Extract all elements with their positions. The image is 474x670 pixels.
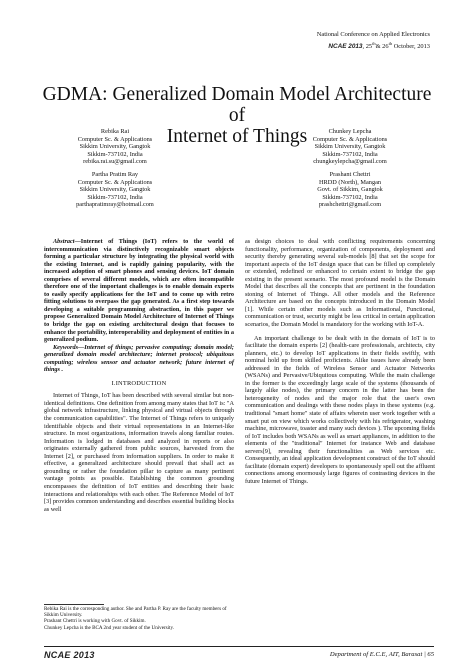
paragraph: as design choices to deal with conflicting requirements concerning functionality, performance, organization of components, deployment and security thereby generating several sub-models [8] that set the scope for important aspects of the IoT design space that can be filled up completely or extended, redefined or enhanced to certain extent to bridge the gap existing in the present scenario. The most profound model is the Domain Model that describes all the concepts that are pertinent in the foundation stoning of Internet of Things. All other models and the Reference Architecture are based on the concepts introduced in the Domain Model [1]. While certain other models such as Informational, Functional, communication or trust, security might be less critical in certain application scenarios, the Domain Model is mandatory for the working with IoT-A.	[245, 238, 435, 329]
section-heading: I.INTRODUCTION	[111, 379, 167, 387]
author-1	[40, 128, 190, 166]
author-email: rebika.rai.su@gmail.com	[83, 158, 147, 166]
title-line-1: GDMA: Generalized Domain Model Architecture of	[42, 84, 432, 126]
author-affiliation: Sikkim University, Gangtok	[314, 143, 386, 151]
author-affiliation: HRDD (North), Mangan	[318, 178, 382, 186]
footnote: Rebika Rai is the corresponding author. She and Partha P. Ray are the faculty members of Sikkim University.	[44, 606, 227, 619]
author-name: Rebika Rai	[100, 128, 130, 135]
author-affiliation: Sikkim University, Gangtok	[79, 186, 151, 194]
author-affiliation: Computer Sc. & Applications	[77, 178, 153, 186]
author-2	[275, 128, 425, 166]
footer-logo: NCAE 2013	[44, 650, 95, 660]
author-affiliation: Sikkim-737102, India	[87, 150, 143, 158]
author-name: Prashant Chettri	[329, 171, 371, 178]
title-line-2: Internet of Things	[166, 126, 308, 147]
author-affiliation: Sikkim-737102, India	[322, 193, 378, 201]
paragraph: An important challenge to be dealt with in the domain of IoT is to facilitate the domain experts [2] (health-care professionals, architects, city planners, etc.) to develop IoT applications in their fields swiftly, with nominal hold up from skilled proficients. Alike issues have already been addressed in the fields of Wireless Sensor and Actuator Networks (WSANs) and Pervasive/Ubiquitous computing. While the main challenge in the former is the exceedingly large scale of the systems (thousands of largely alike nodes), the primary concern in the latter has been the heterogeneity of nodes and the major role that the user's own communication and dealings with these nodes plays in these systems (e.g. traditional "smart home" state of affairs wherein user work together with a smart put on view which works collectively with his refrigerator, washing machine, microwave, toaster and many such devices ). The upcoming fields of IoT includes both WSANs as well as smart appliances, in addition to the elements of the "traditional" Internet for instance Web and database servers[9], revealing their functionalities as Web services etc. Consequently, an ideal application development construct of the IoT should facilitate (domain expert) developers to spontaneously spell out the affluent connections among enormously large figures of contrasting devices in the future Internet of Things.	[245, 334, 435, 485]
left-column	[44, 238, 234, 513]
right-column	[245, 238, 435, 486]
footer-department: Department of E.C.E, AIT, Barasat | 65	[329, 651, 434, 658]
keywords: Keywords—Internet of things; pervasive computing; domain model; generalized domain model architecture; internet protocol; ubiquitous computing; wireless sensor and actuator network; future internet of things .	[44, 343, 234, 374]
paragraph: Internet of Things, IoT has been described with several similar but non-identical definitions. One definition from among many states that IoT is: "A global network infrastructure, linking physical and virtual objects through the communication capabilities". The Internet of Things refers to uniquely identifiable objects and their virtual representations in an Internet-like structure. In most organizations, information travels along familiar routes. Information is lodged in databases and analyzed in reports or also originates externally gathered from public sources, harvested from the Internet [2], or purchased from information suppliers. In order to make it effective, a generalized architecture should prevail that shall act as grounding or rather the foundation pillar to capture as many pertinent vantage points as possible. Establishing the common grounding encompasses the definition of IoT entities and describing their basic interactions and relationships with each other. The Reference Model of IoT [3] provides common understanding and describes essential building blocks as well	[44, 392, 234, 513]
author-affiliation: Sikkim-737102, India	[322, 150, 378, 158]
conference-header	[317, 31, 430, 51]
conference-logo: NCAE 2013	[328, 42, 363, 50]
author-name: Chunkey Lepcha	[328, 128, 372, 135]
author-4	[275, 171, 425, 209]
abstract-text: —Internet of Things (IoT) refers to the world of intercommunication via distinctively recognizable smart objects forming a particular structure by integrating the physical world with the existing Internet, and is rapidly gaining popularity, with the increased adoption of smart phones and sensing devices. IoT domain comprises of several different models, which are often incompatible therefore one of the important challenges is to enable domain experts to easily specify applications for the IoT and to come up with retro fitting solutions to overpass the gap generated. As a first step towards developing a suitable programming abstraction, in this paper we propose Generalized Domain Model Architecture of Internet of Things to bridge the gap on existing architectural design that focuses to enhance the portability, interoperability and deployment of entities in a generalized podium.	[44, 238, 234, 344]
author-affiliation: Sikkim University, Gangtok	[79, 143, 151, 151]
footnotes	[44, 606, 234, 631]
author-affiliation: Computer Sc. & Applications	[77, 135, 153, 143]
conference-dates-line	[317, 40, 430, 52]
abstract	[44, 238, 234, 344]
author-email: parthapratimray@hotmail.com	[76, 201, 154, 209]
conference-dates: , 25th& 26th October, 2013	[362, 40, 430, 50]
footnote: Chunkey Lepcha is the BCA 2nd year student of the University.	[44, 624, 174, 631]
author-affiliation: Govt. of Sikkim, Gangtok	[317, 186, 383, 194]
author-email: chungkeylepcha@gmail.com	[313, 158, 387, 166]
footnote: Prashant Chettri is working with Govt. of Sikkim.	[44, 618, 146, 625]
author-affiliation: Sikkim-737102, India	[87, 193, 143, 201]
author-3	[40, 171, 190, 209]
footnote-divider	[44, 604, 104, 605]
author-email: prashchettri@gmail.com	[318, 201, 382, 209]
conference-name: National Conference on Applied Electronics	[316, 31, 430, 38]
author-name: Partha Pratim Ray	[91, 171, 139, 178]
footer-divider	[44, 646, 434, 647]
author-affiliation: Computer Sc. & Applications	[312, 135, 388, 143]
abstract-label: Abstract	[53, 238, 75, 245]
